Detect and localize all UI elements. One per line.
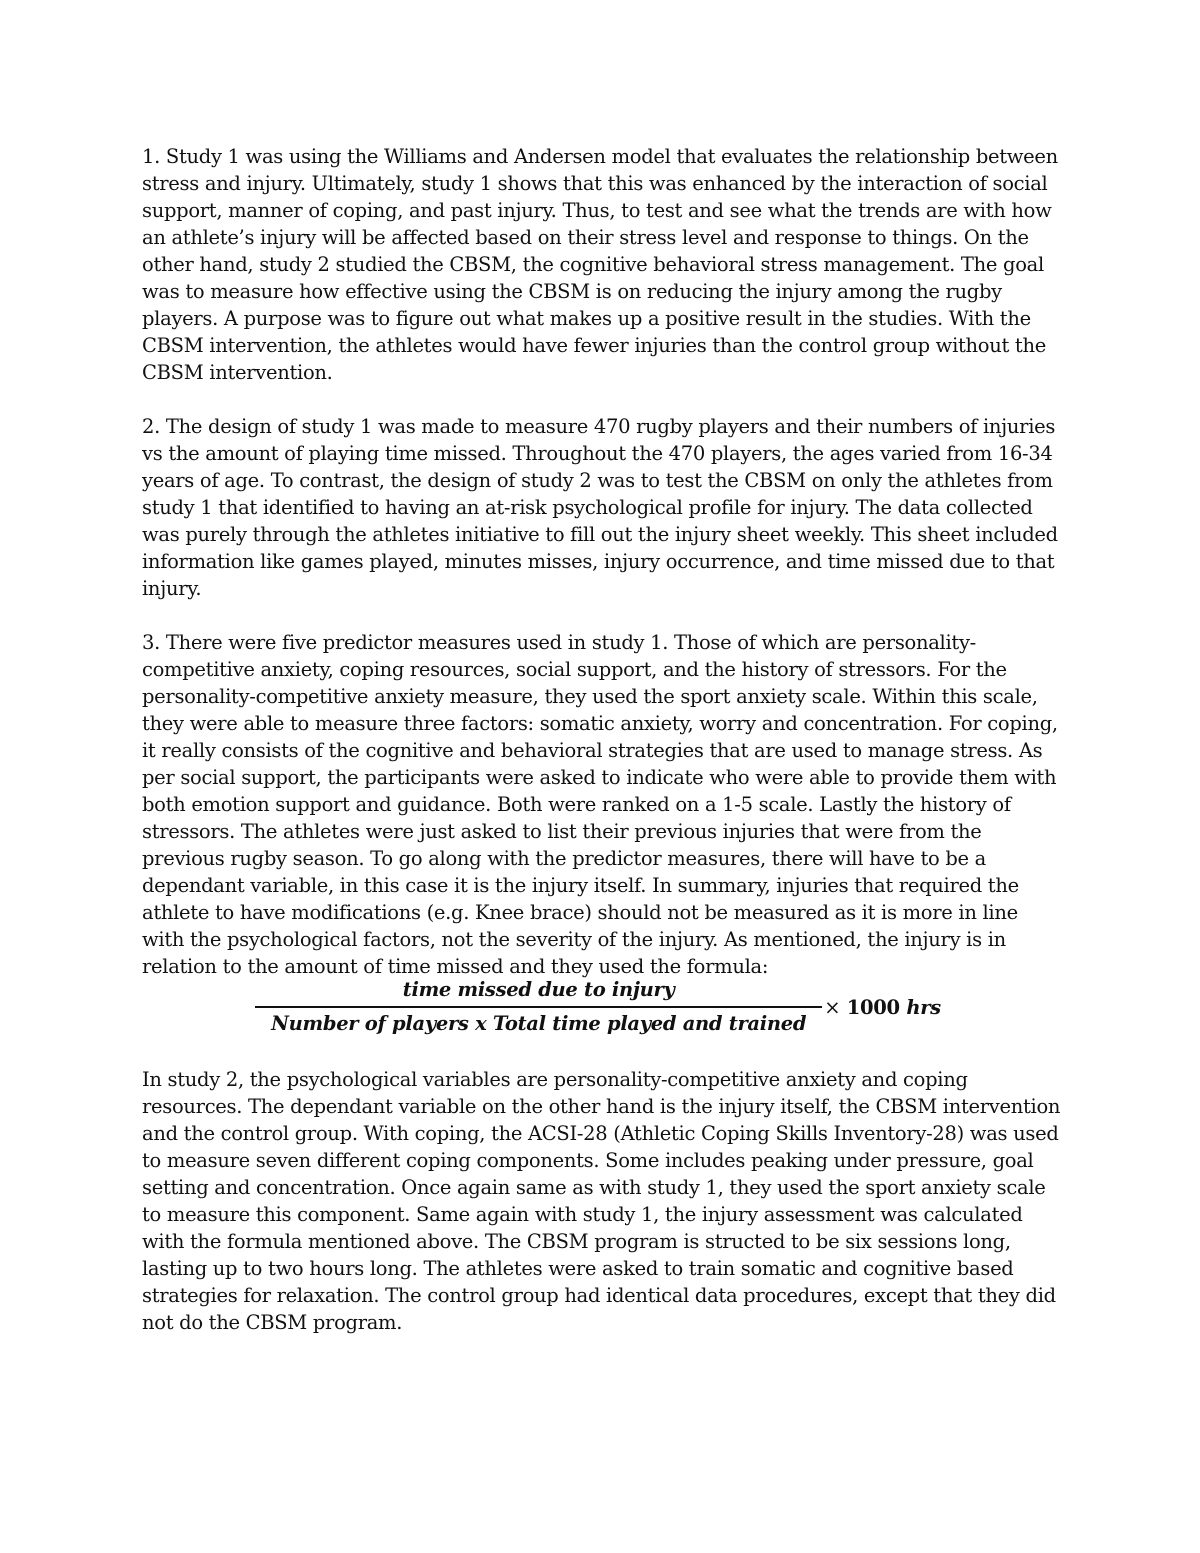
times-symbol: ×	[824, 995, 841, 1019]
paragraph-4: In study 2, the psychological variables are personality-competitive anxiety and coping resources. The dependant variable on the other hand is the injury itself, the CBSM intervention and the control group. With coping, the ACSI-28 (Athletic Coping Skills Inventory-28) was used to measure seven different coping components. Some includes peaking under pressure, goal setting and concentration. Once again same as with study 1, they used the sport anxiety scale to measure this component. Same again with study 1, the injury assessment was calculated with the formula mentioned above. The CBSM program is structed to be six sessions long, lasting up to two hours long. The athletes were asked to train somatic and cognitive based strategies for relaxation. The control group had identical data procedures, except that they did not do the CBSM program.	[142, 1068, 1061, 1334]
formula-numerator: time missed due to injury	[255, 978, 822, 1008]
formula-denominator: Number of players x Total time played and trained	[271, 1012, 807, 1035]
paragraph-2: 2. The design of study 1 was made to measure 470 rugby players and their numbers of injuries vs the amount of playing time missed. Throughout the 470 players, the ages varied from 16-34 years of age. To contrast, the design of study 2 was to test the CBSM on only the athletes from study 1 that identified to having an at-risk psychological profile for injury. The data collected was purely through the athletes initiative to fill out the injury sheet weekly. This sheet included information like games played, minutes misses, injury occurrence, and time missed due to that injury.	[142, 415, 1058, 600]
document-body	[142, 143, 1062, 1363]
injury-rate-formula	[232, 978, 972, 1036]
formula-unit: hrs	[906, 995, 941, 1019]
formula-factor: 1000	[846, 995, 900, 1019]
paragraph-1: 1. Study 1 was using the Williams and Andersen model that evaluates the relationship between stress and injury. Ultimately, study 1 shows that this was enhanced by the interaction of social support, manner of coping, and past injury. Thus, to test and see what the trends are with how an athlete’s injury will be affected based on their stress level and response to things. On the other hand, study 2 studied the CBSM, the cognitive behavioral stress management. The goal was to measure how effective using the CBSM is on reducing the injury among the rugby players. A purpose was to figure out what makes up a positive result in the studies. With the CBSM intervention, the athletes would have fewer injuries than the control group without the CBSM intervention.	[142, 145, 1058, 384]
formula-fraction	[263, 978, 814, 1036]
paragraph-3: 3. There were five predictor measures used in study 1. Those of which are personality-competitive anxiety, coping resources, social support, and the history of stressors. For the personality-competitive anxiety measure, they used the sport anxiety scale. Within this scale, they were able to measure three factors: somatic anxiety, worry and concentration. For coping, it really consists of the cognitive and behavioral strategies that are used to manage stress. As per social support, the participants were asked to indicate who were able to provide them with both emotion support and guidance. Both were ranked on a 1-5 scale. Lastly the history of stressors. The athletes were just asked to list their previous injuries that were from the previous rugby season. To go along with the predictor measures, there will have to be a dependant variable, in this case it is the injury itself. In summary, injuries that required the athlete to have modifications (e.g. Knee brace) should not be measured as it is more in line with the psychological factors, not the severity of the injury. As mentioned, the injury is in relation to the amount of time missed and they used the formula:	[142, 631, 1058, 978]
formula-multiplier	[824, 994, 941, 1021]
